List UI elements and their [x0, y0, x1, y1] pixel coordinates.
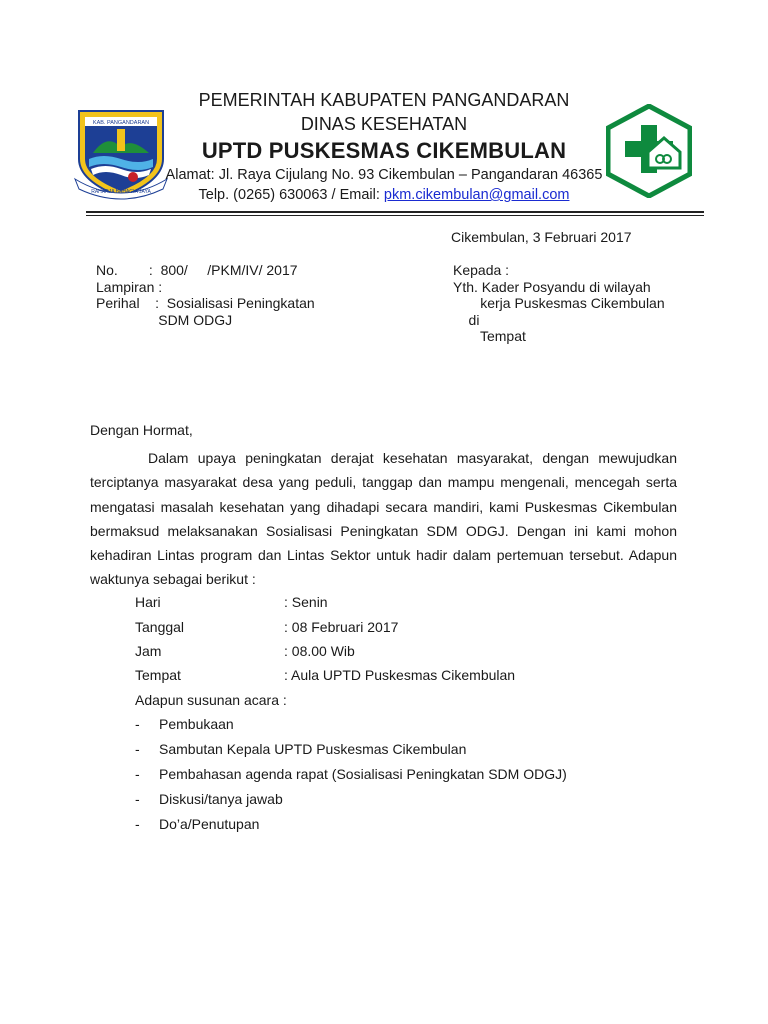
ref-number: No. : 800/ /PKM/IV/ 2017	[96, 262, 298, 278]
recipient-line: kerja Puskesmas Cikembulan	[453, 295, 665, 311]
header-divider-thin	[86, 215, 704, 216]
agenda-text: Pembahasan agenda rapat (Sosialisasi Peningkatan SDM ODGJ)	[159, 766, 567, 782]
header-divider-thick	[86, 211, 704, 213]
department-name: DINAS KESEHATAN	[300, 114, 468, 134]
ref-subject: Perihal : Sosialisasi Peningkatan	[96, 295, 315, 311]
agenda-text: Diskusi/tanya jawab	[159, 791, 283, 807]
body-paragraph	[90, 446, 677, 592]
ref-subject-cont: SDM ODGJ	[96, 311, 233, 328]
email-link[interactable]: pkm.cikembulan@gmail.com	[383, 187, 570, 203]
schedule-row-place	[135, 667, 555, 683]
schedule-value: : Senin	[284, 594, 328, 610]
address-line: Alamat: Jl. Raya Cijulang No. 93 Cikembulan – Pangandaran 46365	[165, 167, 603, 183]
organization-name: UPTD PUSKESMAS CIKEMBULAN	[201, 138, 567, 163]
ref-attachment: Lampiran :	[96, 278, 163, 295]
agenda-dash: -	[135, 766, 140, 782]
contact-line	[0, 187, 768, 203]
phone-text: Telp. (0265) 630063 / Email:	[198, 187, 384, 203]
schedule-row-date	[135, 619, 555, 635]
recipient-line: Yth. Kader Posyandu di wilayah	[453, 278, 651, 295]
letter-date: Cikembulan, 3 Februari 2017	[451, 229, 632, 245]
schedule-value: : 08 Februari 2017	[284, 619, 399, 635]
crest-top-text: KAB. PANGANDARAN	[92, 120, 150, 126]
agenda-text: Do’a/Penutupan	[159, 816, 260, 832]
schedule-label: Tempat	[135, 667, 181, 683]
agenda-dash: -	[135, 741, 140, 757]
salutation: Dengan Hormat,	[90, 422, 193, 438]
schedule-label: Tanggal	[135, 619, 185, 635]
recipient-line: di	[453, 311, 480, 328]
agenda-item	[135, 766, 575, 782]
agenda-item	[135, 741, 575, 757]
schedule-value: : Aula UPTD Puskesmas Cikembulan	[284, 667, 516, 683]
reference-block	[96, 262, 315, 328]
agenda-item	[135, 716, 575, 732]
schedule-label: Hari	[135, 594, 161, 610]
agenda-dash: -	[135, 716, 140, 732]
recipient-line: Tempat	[453, 328, 526, 344]
agenda-text: Pembukaan	[159, 716, 234, 732]
agenda-item	[135, 816, 575, 832]
government-name: PEMERINTAH KABUPATEN PANGANDARAN	[198, 90, 570, 110]
recipient-block	[453, 262, 665, 345]
agenda-dash: -	[135, 791, 140, 807]
crest-bottom-text: RAHARJA BAHAGIA JAYA	[91, 189, 151, 195]
body-text: Dalam upaya peningkatan derajat kesehatan masyarakat, dengan mewujudkan terciptanya masyarakat desa yang peduli, tanggap dan mampu mengenali, mencegah serta mengatasi masalah kesehatan yang dihadapi secara mandiri, kami Puskesmas Cikembulan bermaksud melaksanakan Sosialisasi Peningkatan SDM ODGJ. Dengan ini kami mohon kehadiran Lintas program dan Lintas Sektor untuk hadir dalam pertemuan tersebut. Adapun waktunya sebagai berikut :	[90, 450, 677, 588]
agenda-text: Sambutan Kepala UPTD Puskesmas Cikembulan	[159, 741, 467, 757]
recipient-line: Kepada :	[453, 262, 510, 278]
schedule-label: Jam	[135, 643, 162, 659]
agenda-item	[135, 791, 575, 807]
schedule-row-day	[135, 594, 555, 610]
schedule-row-time	[135, 643, 555, 659]
agenda-title: Adapun susunan acara :	[135, 692, 287, 708]
schedule-value: : 08.00 Wib	[284, 643, 355, 659]
agenda-dash: -	[135, 816, 140, 832]
